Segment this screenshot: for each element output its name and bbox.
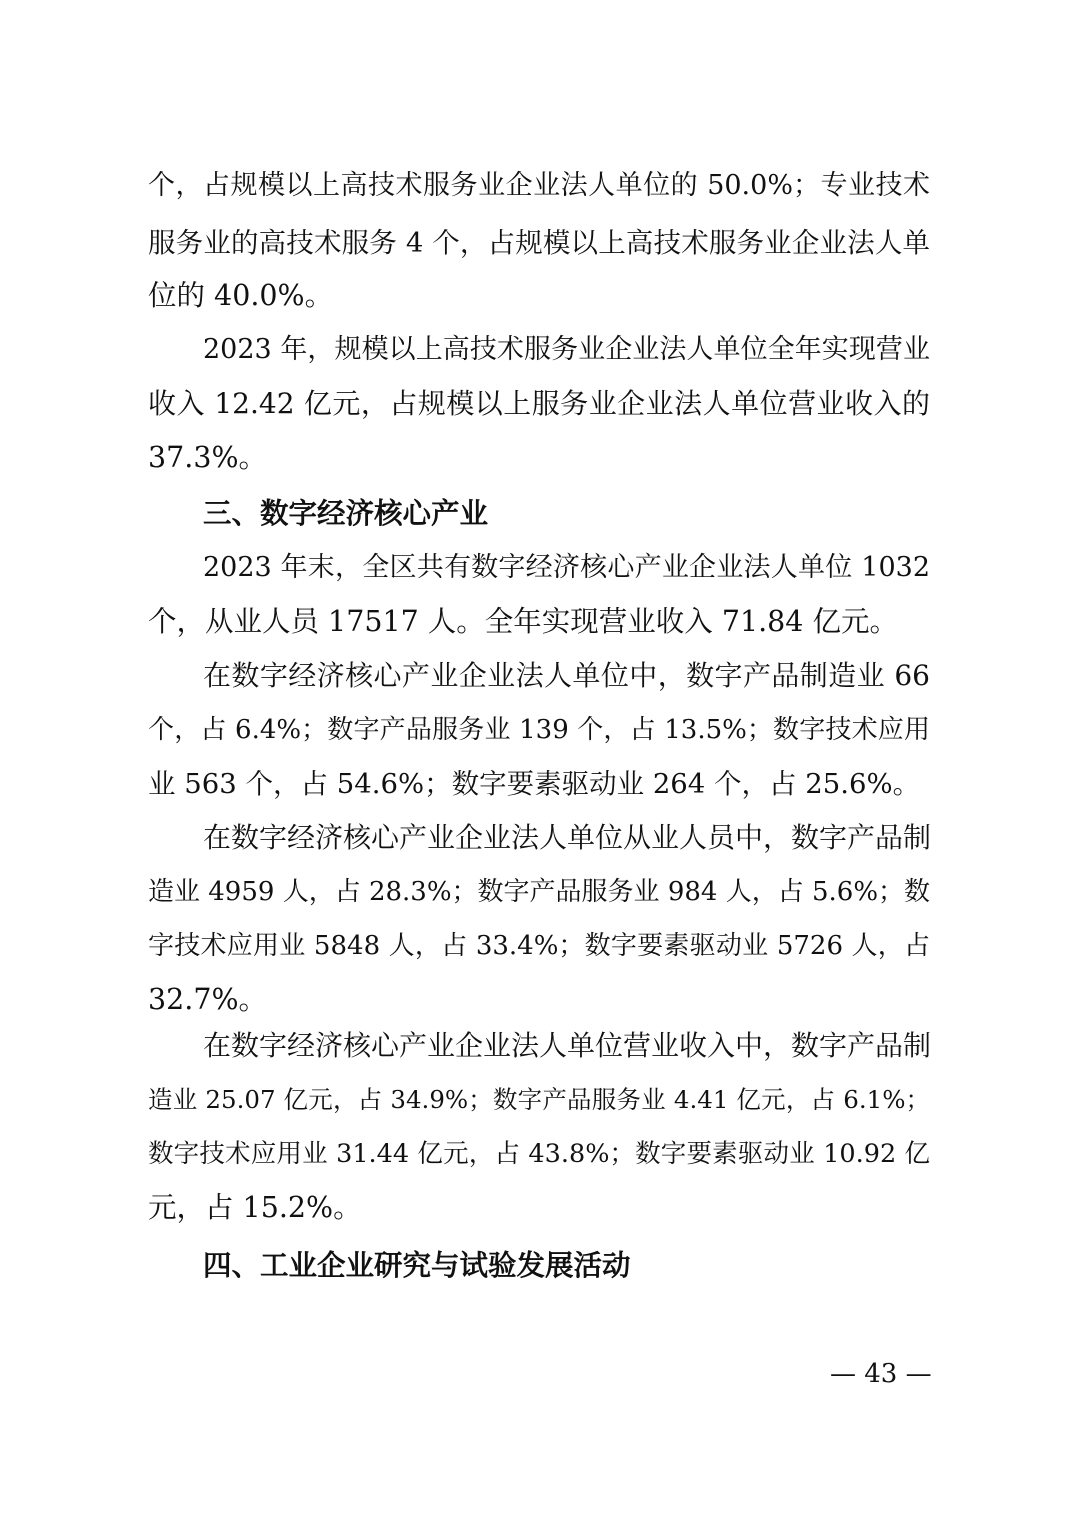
paragraph-line: 2023 年，规模以上高技术服务业企业法人单位全年实现营业 — [203, 334, 930, 365]
paragraph-line: 收入 12.42 亿元，占规模以上服务业企业法人单位营业收入的 — [148, 387, 930, 420]
paragraph-line: 服务业的高技术服务 4 个，占规模以上高技术服务业企业法人单 — [148, 227, 930, 259]
paragraph-line: 在数字经济核心产业企业法人单位营业收入中，数字产品制 — [203, 1029, 932, 1062]
paragraph-line: 在数字经济核心产业企业法人单位从业人员中，数字产品制 — [203, 821, 932, 854]
paragraph-line: 造业 25.07 亿元，占 34.9%；数字产品服务业 4.41 亿元，占 6.1%； — [148, 1085, 930, 1114]
paragraph-line: 2023 年末，全区共有数字经济核心产业企业法人单位 1032 — [203, 552, 930, 583]
paragraph-line: 个，占 6.4%；数字产品服务业 139 个，占 13.5%；数字技术应用 — [148, 715, 930, 745]
paragraph-line: 32.7%。 — [148, 983, 268, 1016]
paragraph-line: 在数字经济核心产业企业法人单位中，数字产品制造业 66 — [203, 659, 930, 692]
page-number: — 43 — — [830, 1359, 932, 1389]
paragraph-line: 元，占 15.2%。 — [148, 1191, 362, 1224]
paragraph-line: 个，占规模以上高技术服务业企业法人单位的 50.0%；专业技术 — [148, 170, 930, 201]
paragraph-line: 字技术应用业 5848 人，占 33.4%；数字要素驱动业 5726 人，占 — [148, 931, 930, 961]
paragraph-line: 37.3%。 — [148, 441, 268, 474]
paragraph-line: 业 563 个，占 54.6%；数字要素驱动业 264 个，占 25.6%。 — [148, 768, 921, 800]
section-heading: 四、工业企业研究与试验发展活动 — [203, 1249, 631, 1282]
paragraph-line: 造业 4959 人，占 28.3%；数字产品服务业 984 人，占 5.6%；数 — [148, 877, 931, 907]
paragraph-line: 位的 40.0%。 — [148, 279, 334, 312]
section-heading: 三、数字经济核心产业 — [203, 497, 489, 530]
paragraph-line: 个，从业人员 17517 人。全年实现营业收入 71.84 亿元。 — [148, 605, 898, 638]
paragraph-line: 数字技术应用业 31.44 亿元，占 43.8%；数字要素驱动业 10.92 亿 — [148, 1139, 930, 1169]
